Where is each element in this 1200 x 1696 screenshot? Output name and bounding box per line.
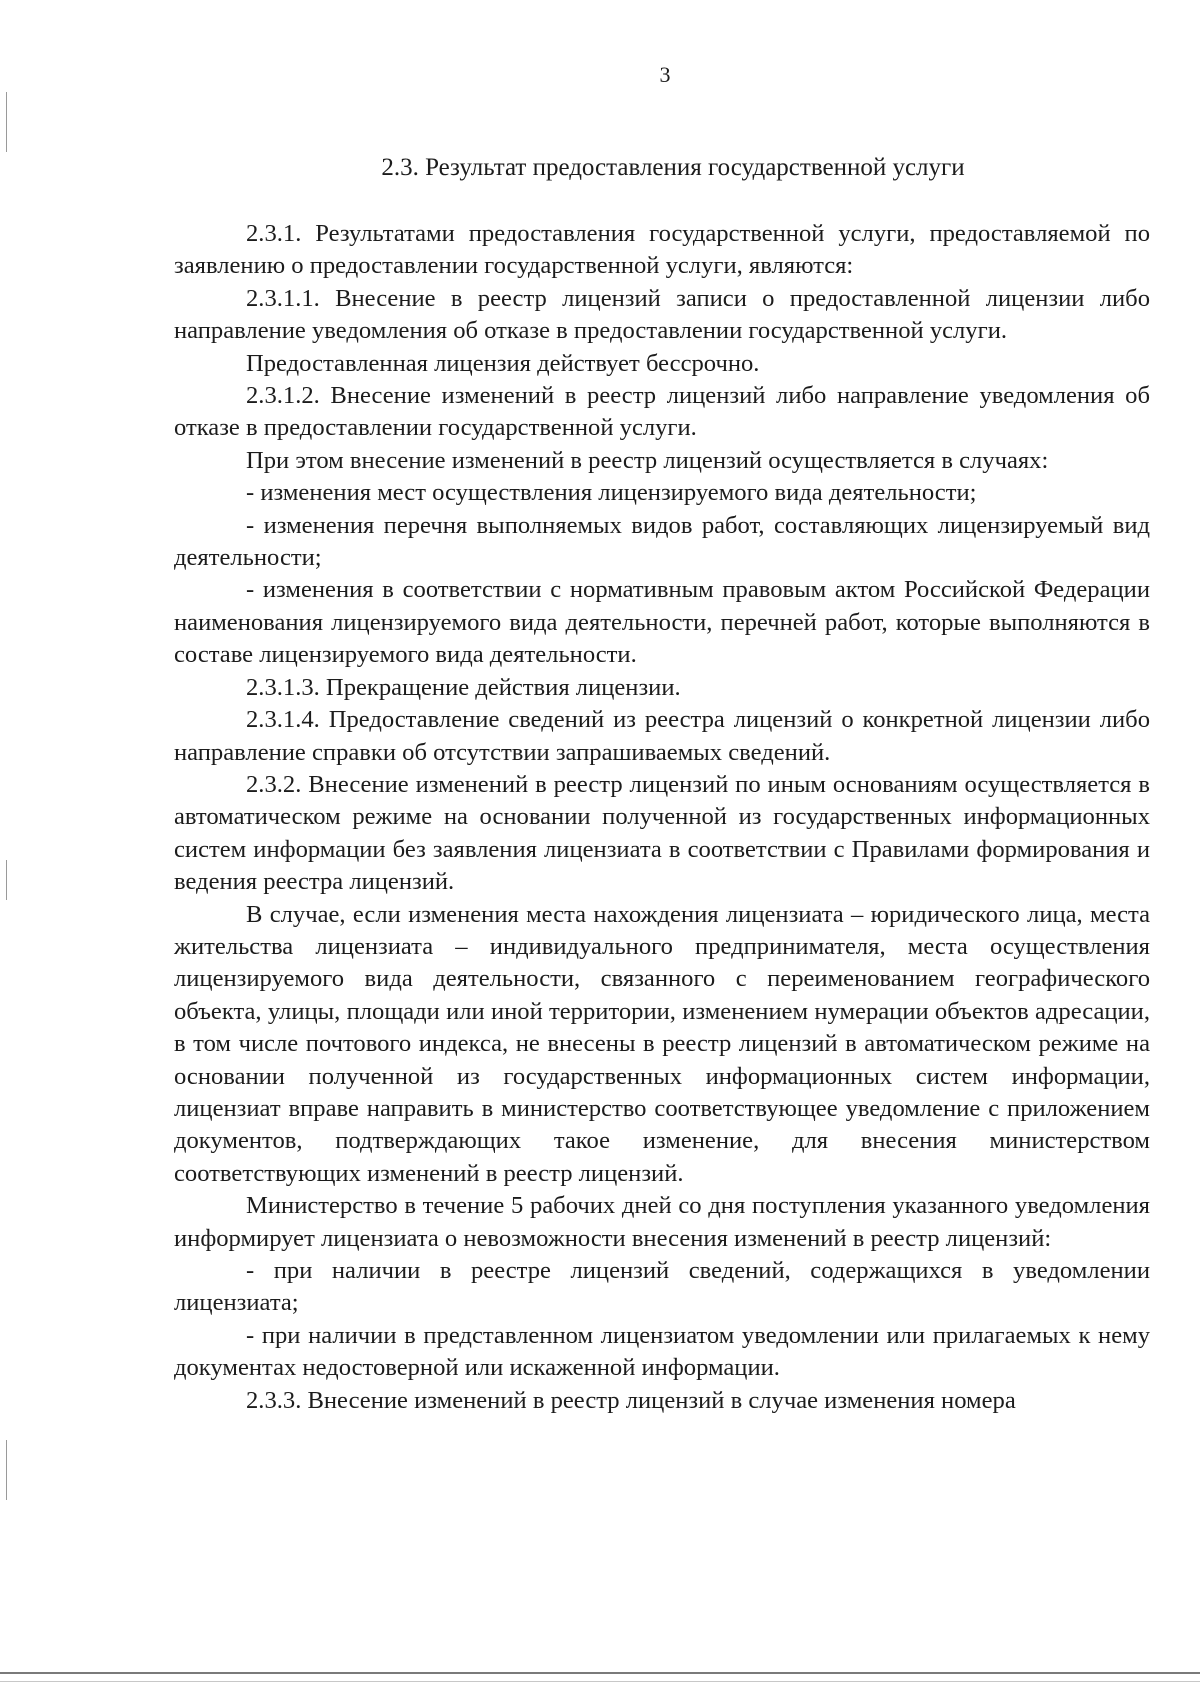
paragraph-2-3-1-3: 2.3.1.3. Прекращение действия лицензии. bbox=[246, 673, 681, 701]
paragraph-2-3-2: 2.3.2. Внесение изменений в реестр лицензий по иным основаниям осуществляется в автоматическом режиме на основании полученной из государственных информационных систем информации без заявления лицензиата в соответствии с Правилами формирования и ведения реестра лицензий. bbox=[174, 770, 1150, 896]
scan-bottom-edge-faint bbox=[0, 1681, 1200, 1682]
list-item: - изменения в соответствии с нормативным правовым актом Российской Федерации наименования лицензируемого вида деятельности, перечней работ, которые выполняются в составе лицензируемого вида деятельности. bbox=[174, 576, 1150, 669]
list-item: - при наличии в представленном лицензиатом уведомлении или прилагаемых к нему документах недостоверной или искаженной информации. bbox=[174, 1321, 1150, 1382]
margin-mark bbox=[6, 860, 7, 900]
list-item: - изменения перечня выполняемых видов работ, составляющих лицензируемый вид деятельности; bbox=[174, 511, 1150, 572]
paragraph-2-3-1-4: 2.3.1.4. Предоставление сведений из реестра лицензий о конкретной лицензии либо направление справки об отсутствии запрашиваемых сведений. bbox=[174, 706, 1150, 766]
page-number: 3 bbox=[659, 62, 671, 87]
paragraph-2-3-3: 2.3.3. Внесение изменений в реестр лицензий в случае изменения номера bbox=[246, 1386, 1016, 1414]
scan-bottom-edge bbox=[0, 1672, 1200, 1674]
list-item: - изменения мест осуществления лицензируемого вида деятельности; bbox=[246, 479, 977, 507]
document-body bbox=[174, 150, 1150, 1417]
list-item: - при наличии в реестре лицензий сведений, содержащихся в уведомлении лицензиата; bbox=[174, 1257, 1150, 1317]
section-heading: 2.3. Результат предоставления государственной услуги bbox=[381, 154, 965, 181]
margin-mark bbox=[6, 92, 7, 152]
paragraph-2-3-1: 2.3.1. Результатами предоставления государственной услуги, предоставляемой по заявлению о предоставлении государственной услуги, являются: bbox=[174, 220, 1150, 280]
paragraph-2-3-1-1: 2.3.1.1. Внесение в реестр лицензий записи о предоставленной лицензии либо направление уведомления об отказе в предоставлении государственной услуги. bbox=[174, 284, 1150, 345]
paragraph-ministry-notice: Министерство в течение 5 рабочих дней со дня поступления указанного уведомления информирует лицензиата о невозможности внесения изменений в реестр лицензий: bbox=[174, 1192, 1150, 1252]
paragraph-changes-cases: При этом внесение изменений в реестр лицензий осуществляется в случаях: bbox=[246, 446, 1049, 474]
paragraph-license-term: Предоставленная лицензия действует бессрочно. bbox=[246, 349, 760, 377]
paragraph-address-change: В случае, если изменения места нахождения лицензиата – юридического лица, места жительства лицензиата – индивидуального предпринимателя, места осуществления лицензируемого вида деятельности, связанного с переименованием географического объекта, улицы, площади или иной территории, изменением нумерации объектов адресации, в том числе почтового индекса, не внесены в реестр лицензий в автоматическом режиме на основании полученной из государственных информационных систем информации, лицензиат вправе направить в министерство соответствующее уведомление с приложением документов, подтверждающих такое изменение, для внесения министерством соответствующих изменений в реестр лицензий. bbox=[174, 900, 1150, 1187]
paragraph-2-3-1-2: 2.3.1.2. Внесение изменений в реестр лицензий либо направление уведомления об отказе в предоставлении государственной услуги. bbox=[174, 382, 1150, 442]
margin-mark bbox=[6, 1440, 7, 1500]
